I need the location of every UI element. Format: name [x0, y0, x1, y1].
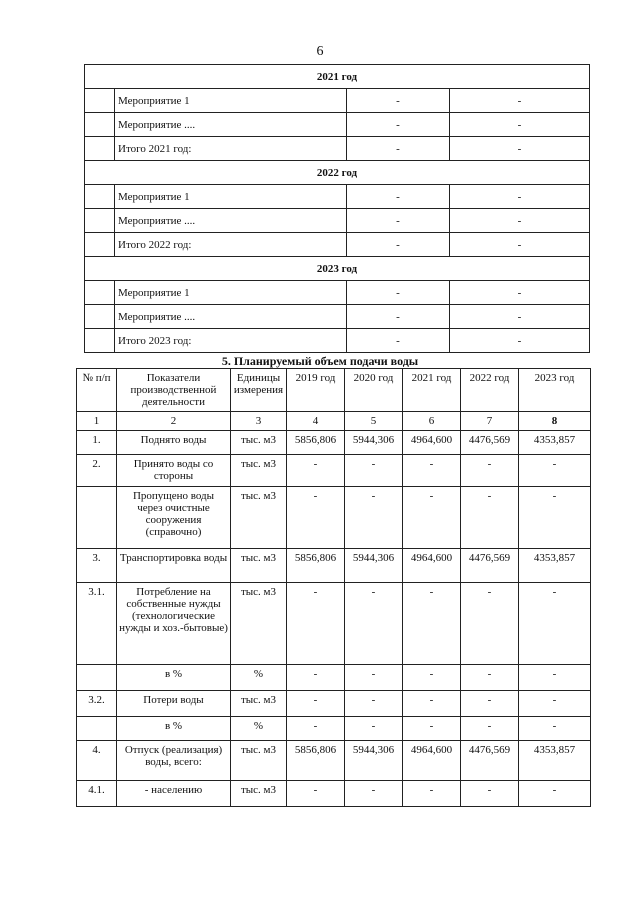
table-cell: - [461, 717, 519, 741]
table-cell: 5856,806 [287, 741, 345, 781]
table-cell: в % [117, 665, 231, 691]
column-header: 2023 год [519, 369, 591, 412]
table-cell: тыс. м3 [231, 741, 287, 781]
table-cell: - [345, 455, 403, 487]
table-cell: - населению [117, 781, 231, 807]
section-title: 5. Планируемый объем подачи воды [221, 354, 419, 368]
table-cell: Пропущено воды через очистные сооружения (справочно) [117, 487, 231, 549]
column-number: 8 [519, 412, 591, 431]
event-name: Итого 2023 год: [115, 329, 347, 353]
event-row [85, 233, 590, 257]
column-number: 4 [287, 412, 345, 431]
column-number: 7 [461, 412, 519, 431]
table-cell: 4476,569 [461, 431, 519, 455]
event-value: - [347, 209, 450, 233]
event-value: - [347, 329, 450, 353]
table-cell: - [287, 487, 345, 549]
empty-cell [85, 113, 115, 137]
table-cell: 1. [77, 431, 117, 455]
column-number: 5 [345, 412, 403, 431]
table-cell: - [519, 665, 591, 691]
event-value: - [347, 137, 450, 161]
table-cell: - [519, 717, 591, 741]
empty-cell [85, 233, 115, 257]
table-cell: 4964,600 [403, 431, 461, 455]
column-header: 2020 год [345, 369, 403, 412]
table-cell: - [403, 781, 461, 807]
column-header: Единицы измерения [231, 369, 287, 412]
page-number: 6 [316, 44, 324, 59]
table-cell: 5856,806 [287, 549, 345, 583]
event-row [85, 209, 590, 233]
event-row [85, 113, 590, 137]
table-cell: - [287, 717, 345, 741]
table-cell: Транспортировка воды [117, 549, 231, 583]
table-cell: % [231, 717, 287, 741]
table-cell: - [461, 583, 519, 665]
table-row [77, 691, 591, 717]
table-cell: - [403, 487, 461, 549]
event-value: - [450, 113, 590, 137]
table-cell: - [519, 583, 591, 665]
table-row [77, 665, 591, 691]
events-table [84, 64, 590, 353]
column-header: 2019 год [287, 369, 345, 412]
event-name: Итого 2021 год: [115, 137, 347, 161]
event-value: - [347, 89, 450, 113]
empty-cell [85, 329, 115, 353]
event-row [85, 89, 590, 113]
event-value: - [450, 329, 590, 353]
empty-cell [85, 89, 115, 113]
table-cell: 3. [77, 549, 117, 583]
table-cell: - [461, 691, 519, 717]
event-name: Итого 2022 год: [115, 233, 347, 257]
table-row [77, 781, 591, 807]
table-row [77, 549, 591, 583]
event-value: - [450, 185, 590, 209]
column-header: Показатели производственной деятельности [117, 369, 231, 412]
year-header: 2022 год [85, 161, 590, 185]
table-cell: 4353,857 [519, 549, 591, 583]
table-row [77, 717, 591, 741]
table-cell: Принято воды со стороны [117, 455, 231, 487]
event-value: - [450, 89, 590, 113]
table-cell: - [461, 665, 519, 691]
event-value: - [347, 305, 450, 329]
event-row [85, 281, 590, 305]
table-cell: Поднято воды [117, 431, 231, 455]
table-cell [77, 487, 117, 549]
table-row [77, 431, 591, 455]
column-header: 2022 год [461, 369, 519, 412]
event-row [85, 185, 590, 209]
event-value: - [347, 185, 450, 209]
table-cell: Потребление на собственные нужды (технологические нужды и хоз.-бытовые) [117, 583, 231, 665]
table-cell: - [403, 455, 461, 487]
table-cell: 5944,306 [345, 741, 403, 781]
table-cell: тыс. м3 [231, 487, 287, 549]
table-cell: 2. [77, 455, 117, 487]
year-header-row [85, 65, 590, 89]
table-cell: тыс. м3 [231, 583, 287, 665]
table-cell: - [345, 691, 403, 717]
table-row [77, 741, 591, 781]
year-header: 2023 год [85, 257, 590, 281]
table-cell: 4. [77, 741, 117, 781]
water-supply-table [76, 368, 591, 807]
event-row [85, 329, 590, 353]
year-header-row [85, 161, 590, 185]
table-cell: 5944,306 [345, 549, 403, 583]
table-cell: тыс. м3 [231, 431, 287, 455]
event-row [85, 137, 590, 161]
year-header: 2021 год [85, 65, 590, 89]
event-name: Мероприятие 1 [115, 89, 347, 113]
table-cell: тыс. м3 [231, 455, 287, 487]
column-number: 6 [403, 412, 461, 431]
event-row [85, 305, 590, 329]
event-value: - [450, 281, 590, 305]
table-cell: 3.2. [77, 691, 117, 717]
empty-cell [85, 305, 115, 329]
table-cell: - [519, 691, 591, 717]
event-value: - [450, 209, 590, 233]
table-cell [77, 717, 117, 741]
event-name: Мероприятие .... [115, 113, 347, 137]
column-number: 3 [231, 412, 287, 431]
table-cell [77, 665, 117, 691]
table-cell: - [345, 665, 403, 691]
header-row [77, 369, 591, 412]
empty-cell [85, 185, 115, 209]
column-header: № п/п [77, 369, 117, 412]
table-cell: тыс. м3 [231, 549, 287, 583]
table-cell: 4476,569 [461, 549, 519, 583]
table-cell: в % [117, 717, 231, 741]
event-value: - [347, 113, 450, 137]
event-value: - [450, 233, 590, 257]
table-cell: - [345, 717, 403, 741]
table-cell: 5944,306 [345, 431, 403, 455]
table-cell: 4353,857 [519, 431, 591, 455]
table-cell: 4476,569 [461, 741, 519, 781]
table-cell: - [345, 487, 403, 549]
table-cell: - [519, 455, 591, 487]
table-cell: - [287, 665, 345, 691]
table-cell: - [403, 665, 461, 691]
table-cell: - [345, 781, 403, 807]
empty-cell [85, 137, 115, 161]
event-value: - [347, 281, 450, 305]
table-cell: тыс. м3 [231, 691, 287, 717]
table-cell: - [461, 781, 519, 807]
column-number-row [77, 412, 591, 431]
table-cell: 4353,857 [519, 741, 591, 781]
table-cell: - [287, 455, 345, 487]
table-cell: - [403, 691, 461, 717]
table-cell: - [403, 717, 461, 741]
table-cell: - [519, 781, 591, 807]
table-cell: - [403, 583, 461, 665]
table-cell: - [345, 583, 403, 665]
table-cell: Отпуск (реализация) воды, всего: [117, 741, 231, 781]
column-header: 2021 год [403, 369, 461, 412]
table-cell: 3.1. [77, 583, 117, 665]
column-number: 2 [117, 412, 231, 431]
table-row [77, 455, 591, 487]
event-value: - [347, 233, 450, 257]
table-cell: - [461, 455, 519, 487]
table-row [77, 583, 591, 665]
table-cell: Потери воды [117, 691, 231, 717]
table-cell: - [461, 487, 519, 549]
table-cell: % [231, 665, 287, 691]
table-cell: тыс. м3 [231, 781, 287, 807]
table-cell: - [519, 487, 591, 549]
table-cell: 4.1. [77, 781, 117, 807]
event-name: Мероприятие 1 [115, 185, 347, 209]
event-name: Мероприятие .... [115, 305, 347, 329]
table-cell: - [287, 691, 345, 717]
table-cell: 4964,600 [403, 549, 461, 583]
event-name: Мероприятие 1 [115, 281, 347, 305]
empty-cell [85, 209, 115, 233]
event-value: - [450, 137, 590, 161]
column-number: 1 [77, 412, 117, 431]
table-cell: 4964,600 [403, 741, 461, 781]
year-header-row [85, 257, 590, 281]
table-cell: - [287, 583, 345, 665]
table-cell: - [287, 781, 345, 807]
empty-cell [85, 281, 115, 305]
event-name: Мероприятие .... [115, 209, 347, 233]
table-row [77, 487, 591, 549]
event-value: - [450, 305, 590, 329]
table-cell: 5856,806 [287, 431, 345, 455]
